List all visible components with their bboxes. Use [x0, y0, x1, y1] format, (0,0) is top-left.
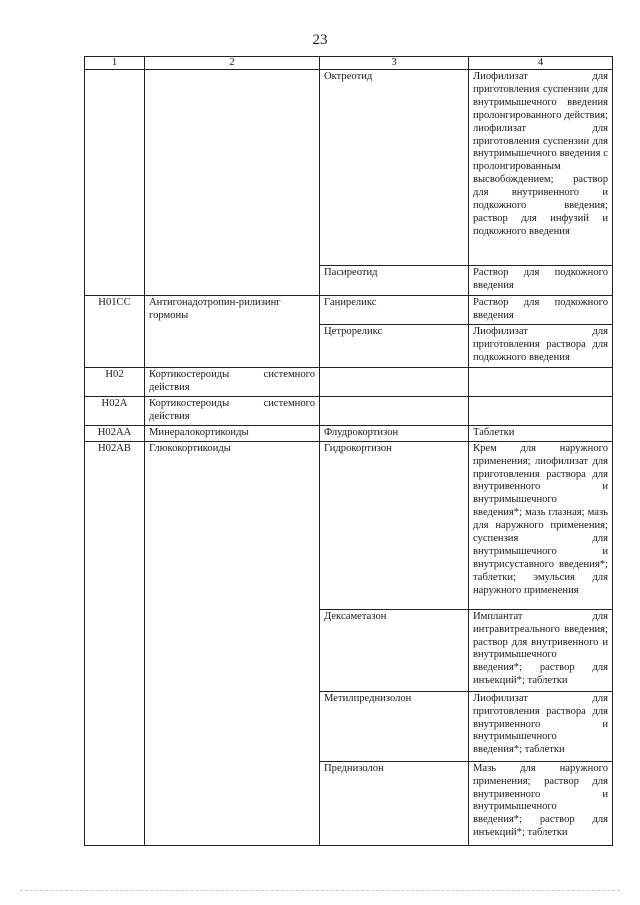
table-header-row	[85, 57, 613, 70]
drug-name-cell: Цетрореликс	[320, 324, 469, 367]
medications-table	[84, 56, 613, 846]
drug-name-cell	[320, 367, 469, 396]
drug-name-cell: Октреотид	[320, 70, 469, 266]
drug-name-cell: Пасиреотид	[320, 266, 469, 296]
drug-name-cell: Дексаметазон	[320, 609, 469, 691]
column-header-1: 1	[85, 57, 145, 70]
dosage-form-cell: Раствор для подкожного введения	[469, 266, 613, 296]
dosage-form-cell	[469, 367, 613, 396]
atc-code-cell: H01CC	[85, 296, 145, 368]
table-row	[85, 425, 613, 441]
column-header-2: 2	[145, 57, 320, 70]
dosage-form-cell: Мазь для наружного применения; раствор для внутривенного и внутримышечного введения*; раствор для инъекций*; таблетки	[469, 761, 613, 845]
dosage-form-cell: Крем для наружного применения; лиофилизат для приготовления раствора для внутривенного и внутримышечного введения*; мазь глазная; мазь для наружного применения; суспензия для внутримышечного и внутрисуставного введения*; таблетки; эмульсия для наружного применения	[469, 441, 613, 609]
dosage-form-cell: Лиофилизат для приготовления суспензии для внутримышечного введения пролонгированного действия; лиофилизат для приготовления суспензии для внутримышечного введения с пролонгированным высвобождением; раствор для внутривенного и подкожного введения; раствор для инфузий и подкожного введения	[469, 70, 613, 266]
table-row	[85, 396, 613, 425]
group-name-cell: Глюкокортикоиды	[145, 441, 320, 845]
dosage-form-cell: Лиофилизат для приготовления раствора для внутривенного и внутримышечного введения*; таблетки	[469, 691, 613, 761]
drug-name-cell: Метилпреднизолон	[320, 691, 469, 761]
table-row	[85, 70, 613, 266]
group-name-cell: Кортикостероиды системного действия	[145, 367, 320, 396]
atc-code-cell: H02A	[85, 396, 145, 425]
group-name-cell: Минералокортикоиды	[145, 425, 320, 441]
table-row	[85, 441, 613, 609]
dosage-form-cell: Раствор для подкожного введения	[469, 296, 613, 325]
page-number: 23	[312, 32, 328, 48]
dosage-form-cell: Таблетки	[469, 425, 613, 441]
drug-name-cell: Флудрокортизон	[320, 425, 469, 441]
page-bottom-divider	[20, 890, 620, 891]
dosage-form-cell: Лиофилизат для приготовления раствора для подкожного введения	[469, 324, 613, 367]
dosage-form-cell: Имплантат для интравитреального введения; раствор для внутривенного и внутримышечного введения*; раствор для инъекций*; таблетки	[469, 609, 613, 691]
group-name-cell: Антигонадотропин-рилизинг гормоны	[145, 296, 320, 368]
column-header-3: 3	[320, 57, 469, 70]
atc-code-cell: H02	[85, 367, 145, 396]
atc-code-cell	[85, 70, 145, 296]
atc-code-cell: H02AA	[85, 425, 145, 441]
drug-name-cell: Преднизолон	[320, 761, 469, 845]
drug-name-cell: Гидрокортизон	[320, 441, 469, 609]
table-row	[85, 367, 613, 396]
dosage-form-cell	[469, 396, 613, 425]
group-name-cell	[145, 70, 320, 296]
group-name-cell: Кортикостероиды системного действия	[145, 396, 320, 425]
column-header-4: 4	[469, 57, 613, 70]
atc-code-cell: H02AB	[85, 441, 145, 845]
drug-name-cell: Ганиреликс	[320, 296, 469, 325]
table-row	[85, 296, 613, 325]
drug-name-cell	[320, 396, 469, 425]
